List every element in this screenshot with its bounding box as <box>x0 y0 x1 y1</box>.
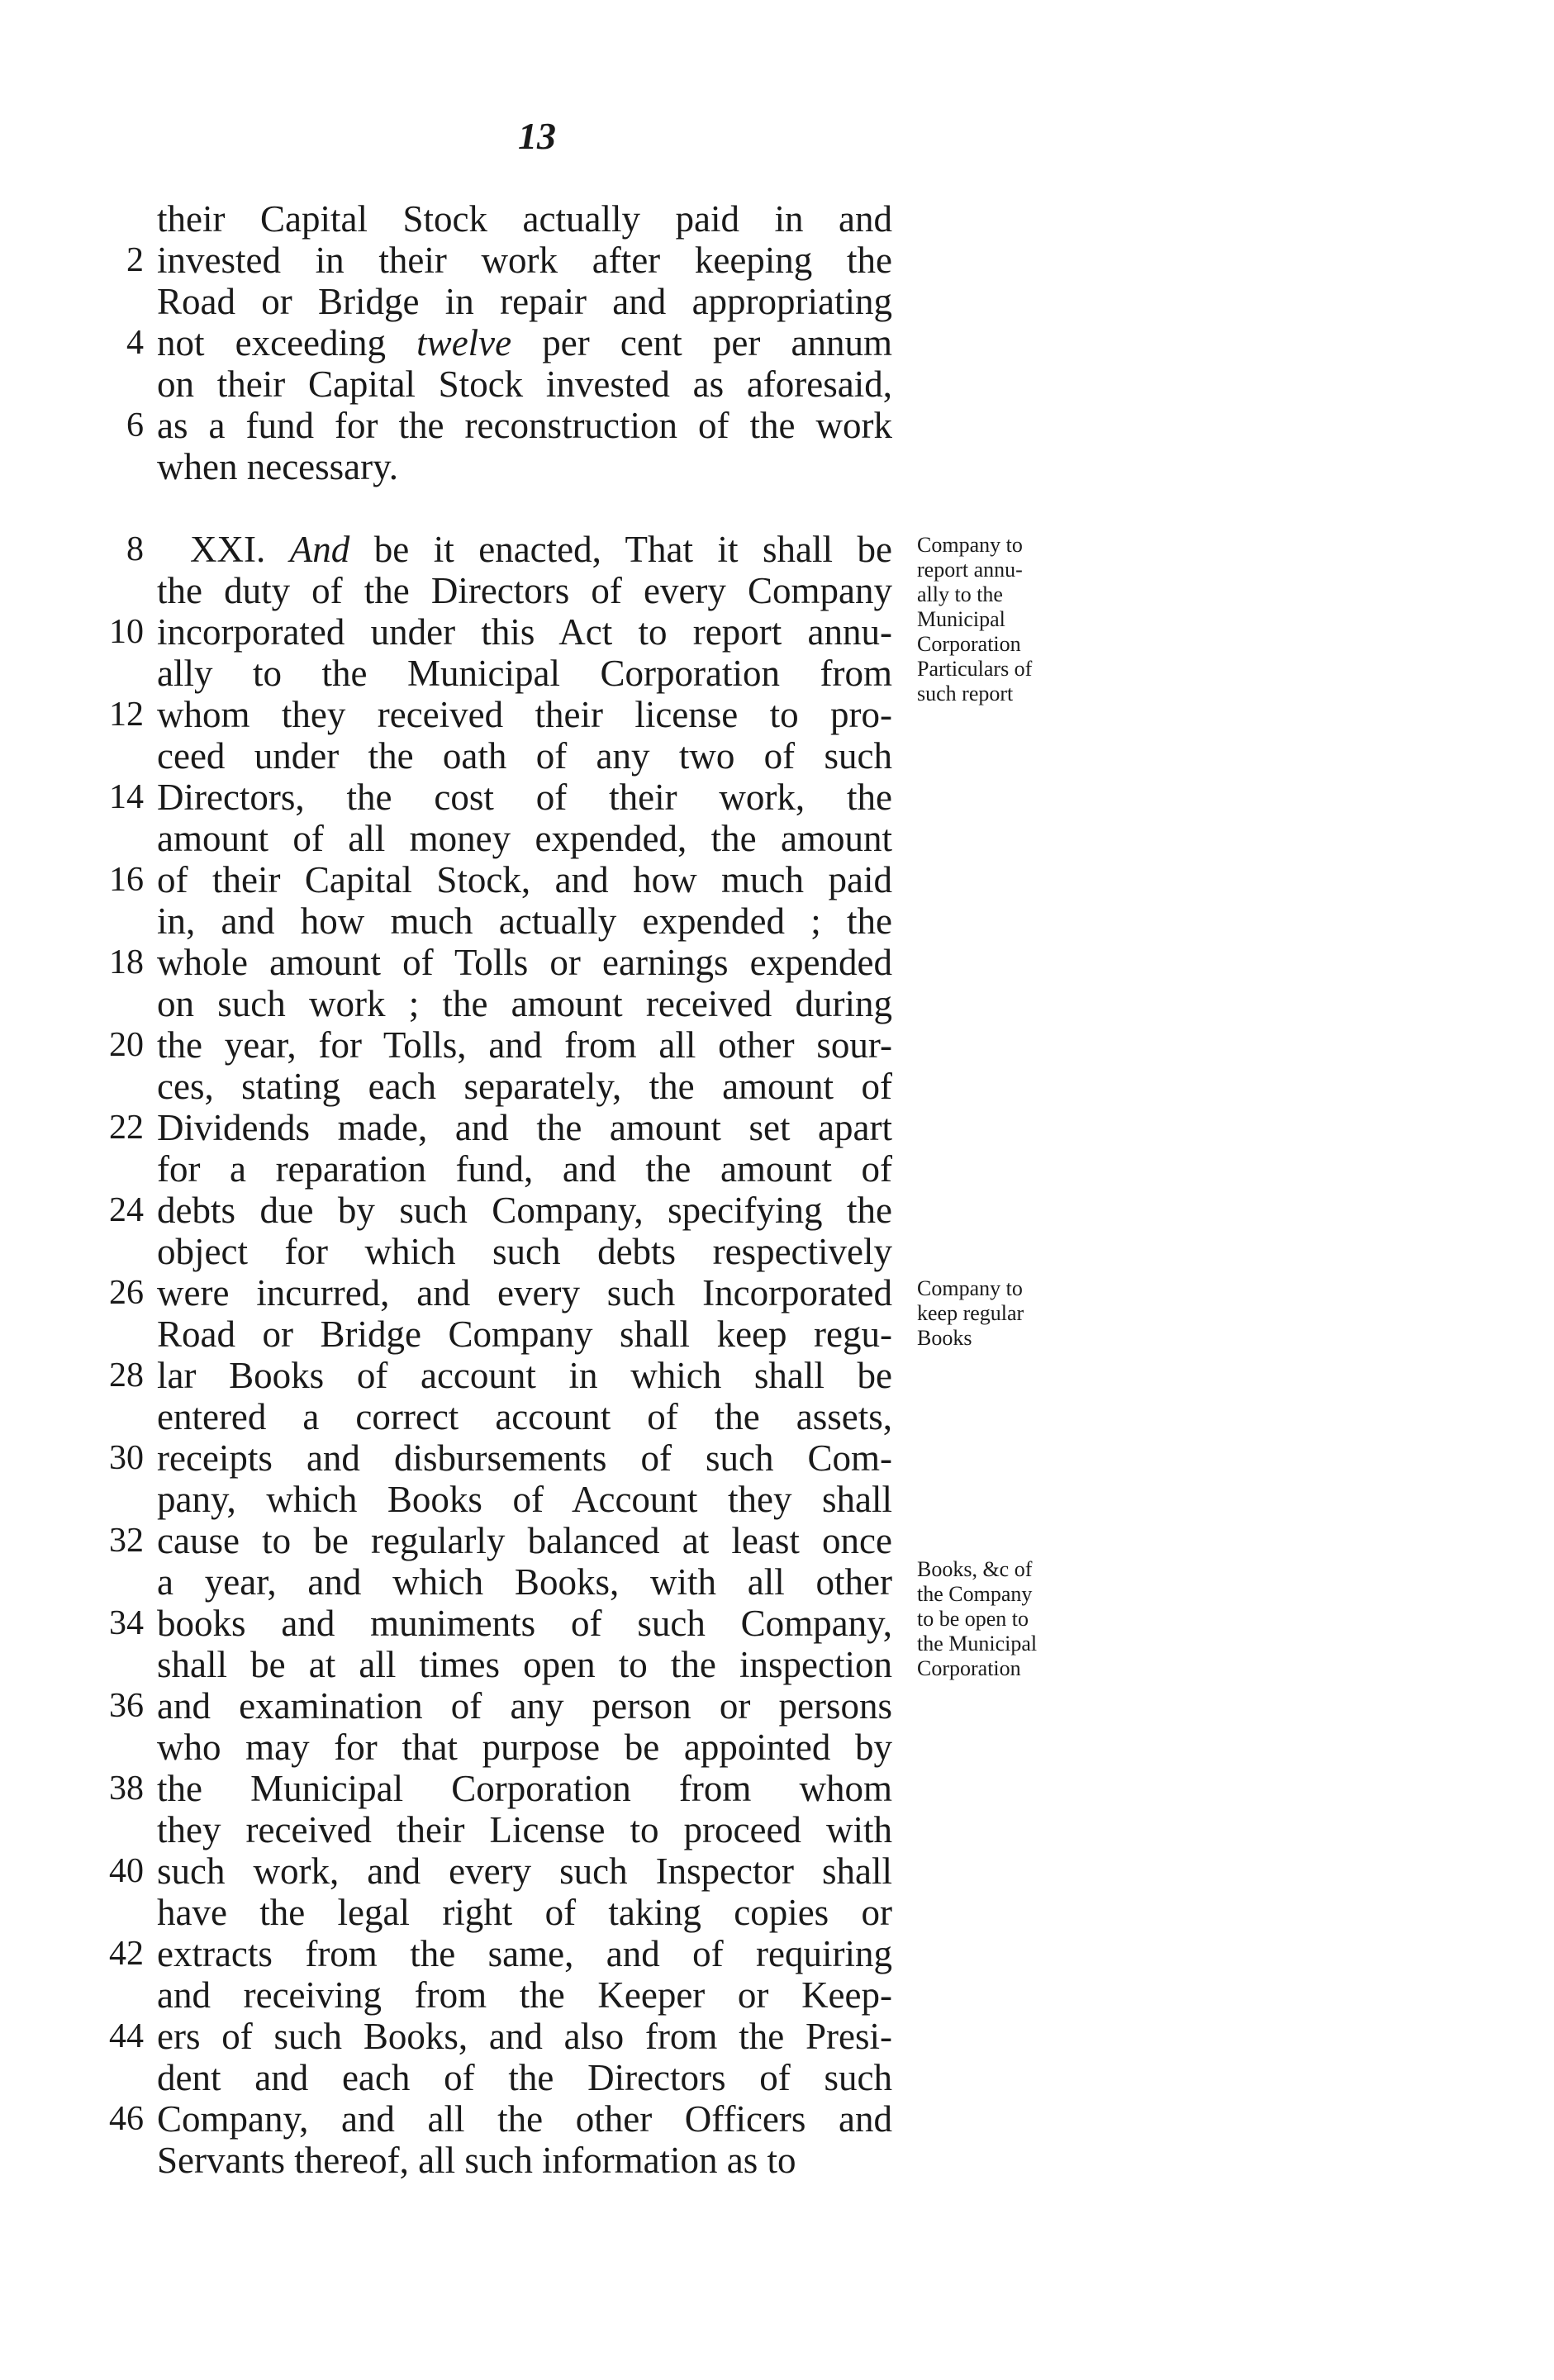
text-line: such work, and every such Inspector shall <box>157 1850 892 1892</box>
line-number: 44 <box>109 2017 144 2055</box>
text-line: in, and how much actually expended ; the <box>157 900 892 942</box>
line-number: 30 <box>109 1439 144 1477</box>
margin-note-line: such report <box>917 682 1014 705</box>
text-line: Road or Bridge Company shall keep regu- <box>157 1314 892 1355</box>
text-line: Dividends made, and the amount set apart <box>157 1107 892 1148</box>
text-line: shall be at all times open to the inspection <box>157 1644 892 1685</box>
margin-note-line: Books, &c of <box>917 1557 1033 1581</box>
text-line: have the legal right of taking copies or <box>157 1892 892 1933</box>
margin-note-line: the Municipal <box>917 1632 1038 1656</box>
text-line: the Municipal Corporation from whom <box>157 1768 892 1809</box>
margin-note-line: Particulars of <box>917 657 1033 681</box>
line-number: 40 <box>109 1852 144 1890</box>
text-line: dent and each of the Directors of such <box>157 2057 892 2098</box>
text-line: object for which such debts respectively <box>157 1231 892 1272</box>
text-line: on such work ; the amount received during <box>157 983 892 1024</box>
margin-note-line: keep regular <box>917 1301 1024 1325</box>
line-number: 12 <box>109 696 144 734</box>
line-number: 6 <box>126 406 144 444</box>
text-line: ers of such Books, and also from the Presi- <box>157 2016 892 2057</box>
margin-note-report <box>917 533 1099 706</box>
line-number: 16 <box>109 861 144 899</box>
margin-note-inspection <box>917 1557 1099 1681</box>
section-heading-line: XXI. And be it enacted, That it shall be <box>190 529 892 570</box>
text-line: their Capital Stock actually paid in and <box>157 198 892 240</box>
text-line: lar Books of account in which shall be <box>157 1355 892 1396</box>
text-line: when necessary. <box>157 446 398 487</box>
margin-note-line: the Company <box>917 1582 1033 1606</box>
text-line: for a reparation fund, and the amount of <box>157 1148 892 1190</box>
text-line: amount of all money expended, the amount <box>157 818 892 859</box>
text-line: were incurred, and every such Incorporated <box>157 1272 892 1314</box>
margin-note-line: to be open to <box>917 1607 1029 1631</box>
text-line: a year, and which Books, with all other <box>157 1561 892 1603</box>
line-number: 14 <box>109 778 144 816</box>
margin-note-line: Company to <box>917 533 1023 557</box>
text-line: ceed under the oath of any two of such <box>157 735 892 777</box>
line-number: 4 <box>126 324 144 362</box>
text-line: invested in their work after keeping the <box>157 240 892 281</box>
text-line: whole amount of Tolls or earnings expended <box>157 942 892 983</box>
line-number: 46 <box>109 2100 144 2138</box>
text-line: Servants thereof, all such information as to <box>157 2140 796 2181</box>
margin-note-line: Books <box>917 1326 972 1350</box>
line-number: 18 <box>109 943 144 981</box>
text-line: the duty of the Directors of every Company <box>157 570 892 611</box>
text-line: the year, for Tolls, and from all other sour- <box>157 1024 892 1066</box>
line-number: 28 <box>109 1356 144 1394</box>
text-line: ally to the Municipal Corporation from <box>157 653 892 694</box>
line-number: 24 <box>109 1191 144 1229</box>
line-number: 20 <box>109 1026 144 1064</box>
text-line: incorporated under this Act to report annu- <box>157 611 892 653</box>
text-line: receipts and disbursements of such Com- <box>157 1437 892 1479</box>
text-line: debts due by such Company, specifying the <box>157 1190 892 1231</box>
text-line: not exceeding twelve per cent per annum <box>157 322 892 363</box>
line-number: 34 <box>109 1604 144 1642</box>
text-line: on their Capital Stock invested as aforesaid, <box>157 363 892 405</box>
text-line: they received their License to proceed with <box>157 1809 892 1850</box>
line-number: 22 <box>109 1109 144 1147</box>
line-number: 38 <box>109 1770 144 1808</box>
text-line: Directors, the cost of their work, the <box>157 777 892 818</box>
line-number: 42 <box>109 1935 144 1973</box>
text-line: cause to be regularly balanced at least once <box>157 1520 892 1561</box>
text-line: entered a correct account of the assets, <box>157 1396 892 1437</box>
line-number: 8 <box>126 530 144 568</box>
margin-note-line: Company to <box>917 1276 1023 1300</box>
text-line: Company, and all the other Officers and <box>157 2098 892 2140</box>
text-line: extracts from the same, and of requiring <box>157 1933 892 1974</box>
text-line: of their Capital Stock, and how much paid <box>157 859 892 900</box>
margin-note-line: Corporation <box>917 1656 1021 1680</box>
line-number: 10 <box>109 613 144 651</box>
line-number: 36 <box>109 1687 144 1725</box>
text-line: whom they received their license to pro- <box>157 694 892 735</box>
text-line: who may for that purpose be appointed by <box>157 1727 892 1768</box>
margin-note-line: Corporation <box>917 632 1021 656</box>
text-line: ces, stating each separately, the amount of <box>157 1066 892 1107</box>
page-number: 13 <box>518 115 556 157</box>
line-number: 26 <box>109 1274 144 1312</box>
margin-note-line: ally to the <box>917 582 1003 606</box>
line-number: 2 <box>126 241 144 279</box>
text-line: and receiving from the Keeper or Keep- <box>157 1974 892 2016</box>
text-line: and examination of any person or persons <box>157 1685 892 1727</box>
margin-note-books <box>917 1276 1099 1351</box>
text-line: books and muniments of such Company, <box>157 1603 892 1644</box>
text-line: as a fund for the reconstruction of the work <box>157 405 892 446</box>
text-line: pany, which Books of Account they shall <box>157 1479 892 1520</box>
margin-note-line: Municipal <box>917 607 1005 631</box>
line-number: 32 <box>109 1522 144 1560</box>
margin-note-line: report annu- <box>917 558 1023 582</box>
text-line: Road or Bridge in repair and appropriating <box>157 281 892 322</box>
